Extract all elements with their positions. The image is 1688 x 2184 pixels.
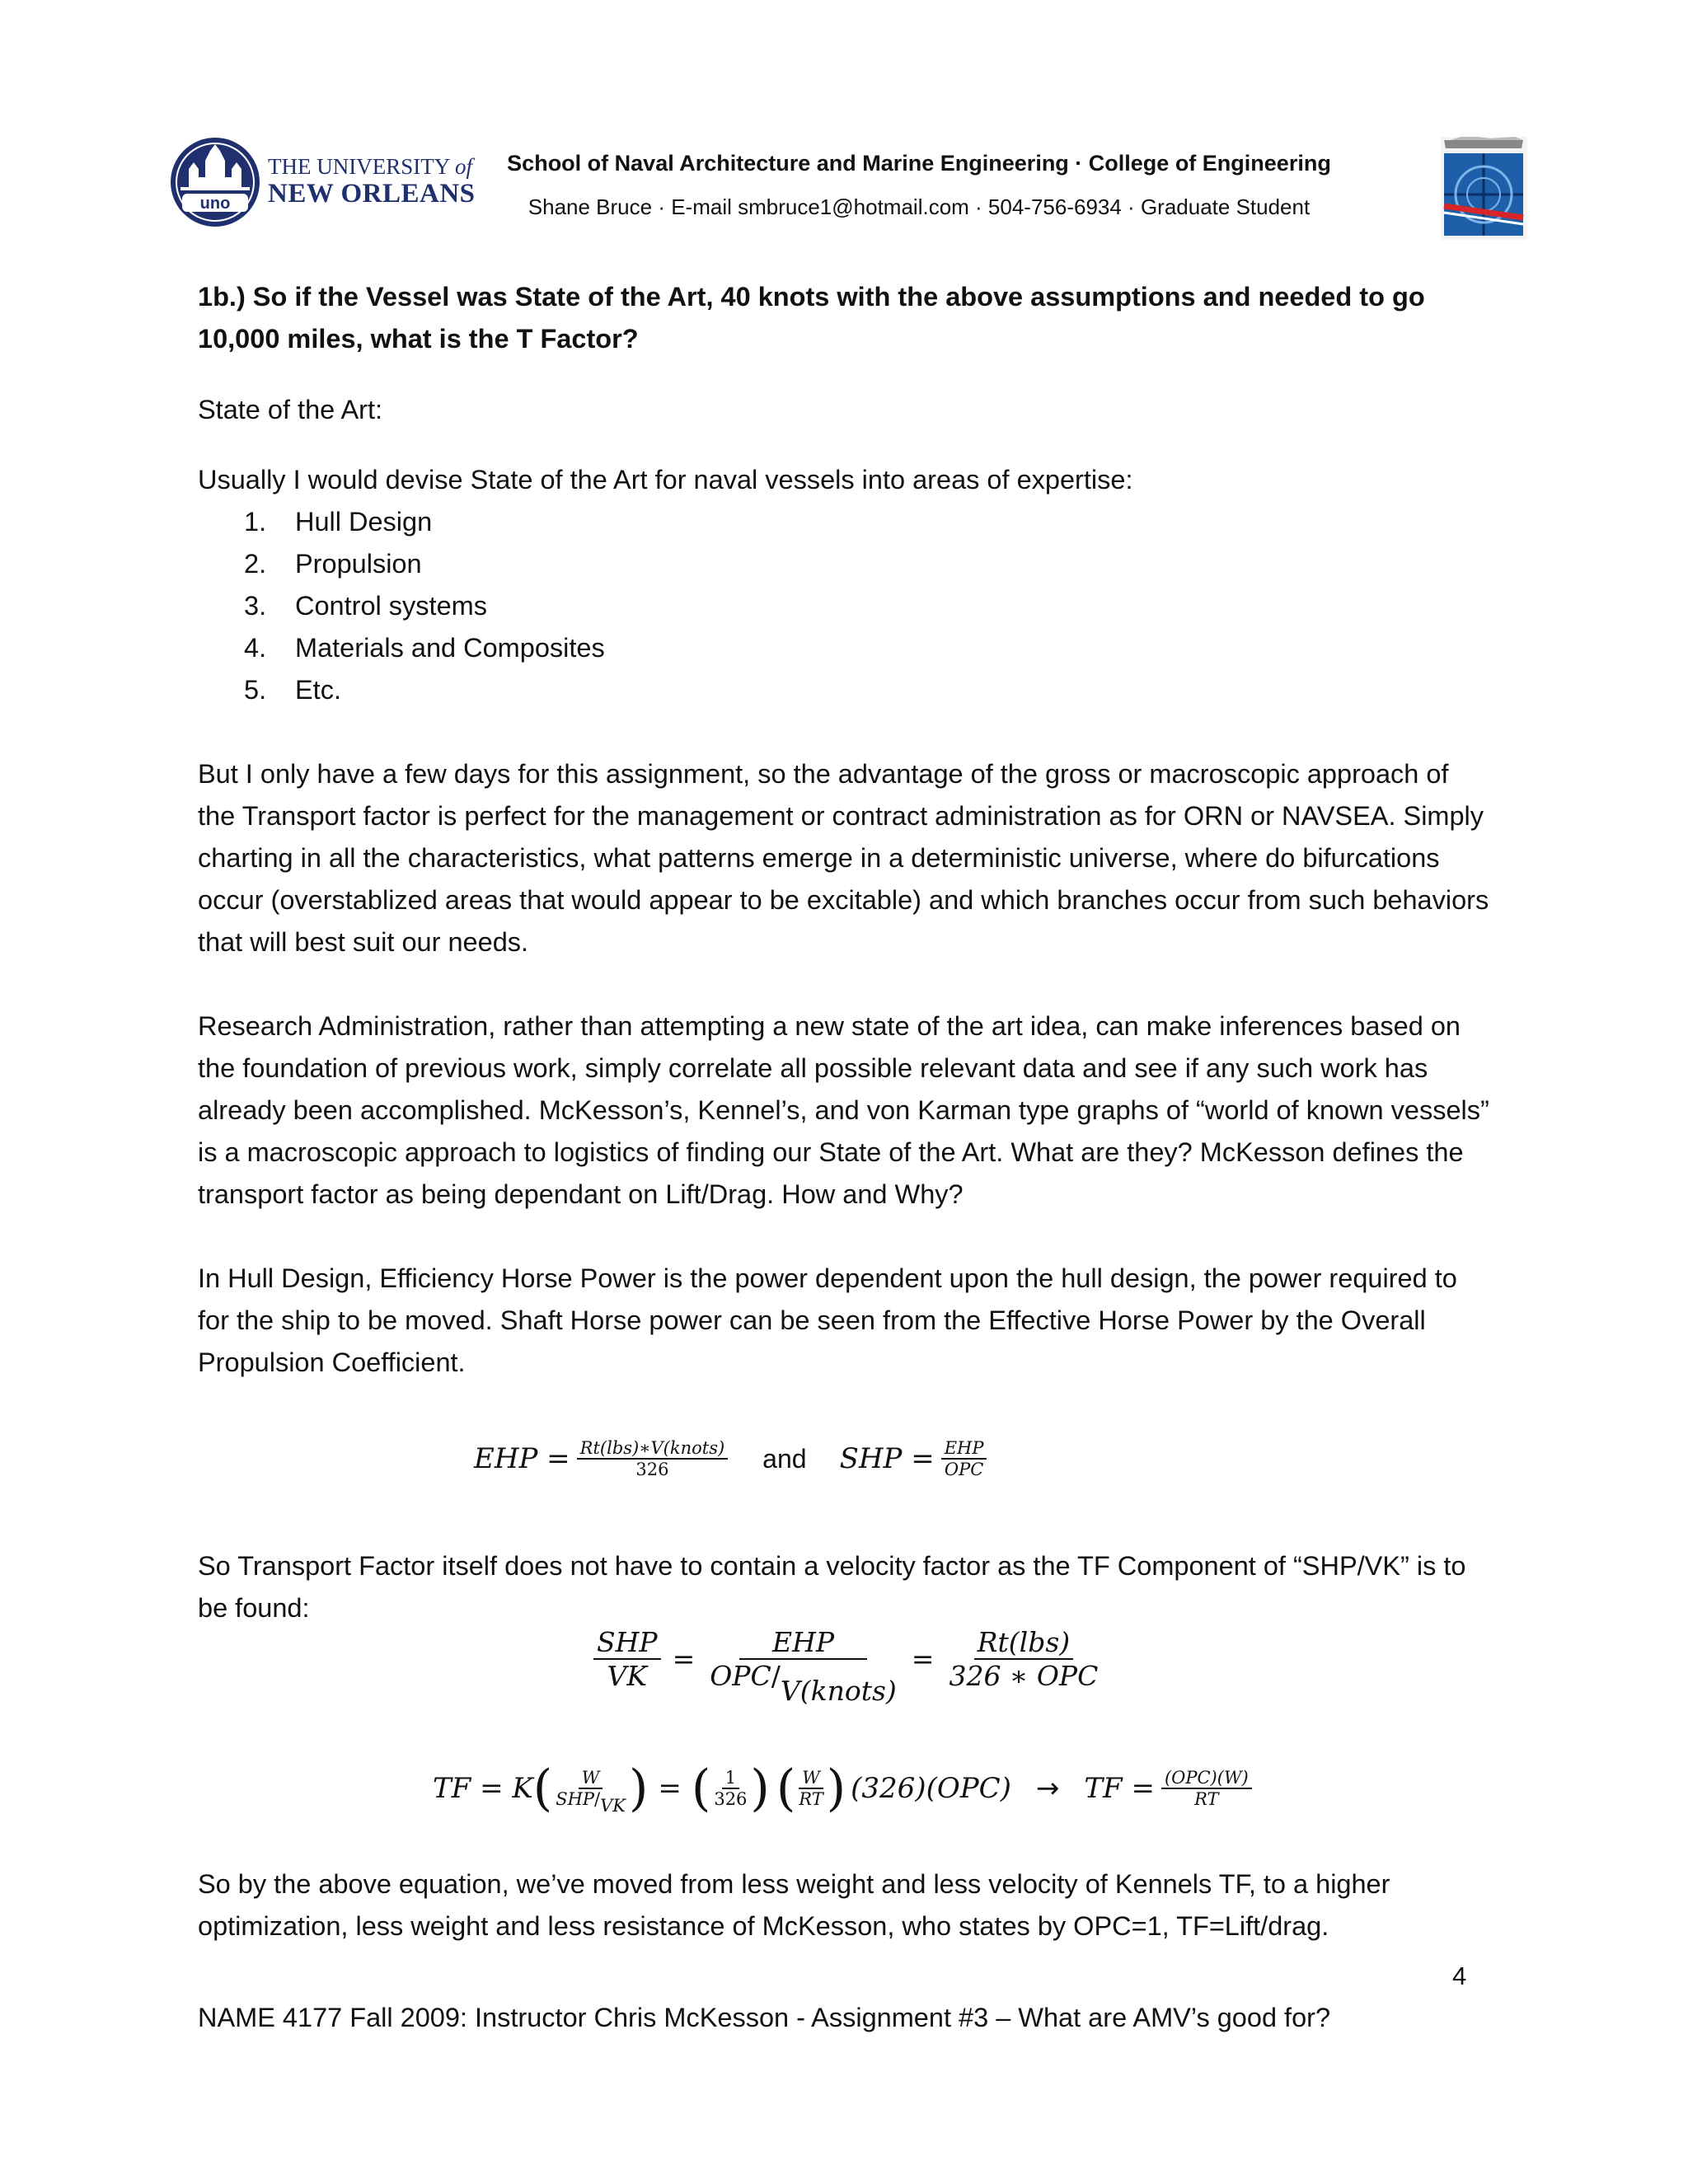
equation-shp-vk: $\frac{\text{SHP}}{VK}$ = $\frac{\text{EHP}}{\text{OPC/V(knots)}}$ = $\frac{\text{Rt(lbs)}}{\text{326 ∗ OPC}}$ (593, 1607, 1101, 1710)
equation-ehp-shp: EHP = $\frac{\text{Rt(lbs)∗V(knots)}}{326}$ and SHP = $\frac{\text{EHP}}{\text{OPC}}$ (474, 1426, 987, 1492)
equation-transport-factor: TF = K ( $\frac{W}{\text{SHP/VK}}$ ) = ( $\frac{1}{326}$ ) ( $\frac{W}{RT}$ ) (326)(OPC) → TF = $\frac{\text{(OPC)(W)}}{RT}$ (433, 1747, 1252, 1830)
right-arrow-icon: → (1035, 1772, 1060, 1805)
naval-architecture-logo-icon (1441, 137, 1527, 240)
state-of-art-label: State of the Art: (198, 395, 383, 424)
list-item: 5. Etc. (244, 675, 341, 705)
question-heading: 1b.) So if the Vessel was State of the Art, 40 knots with the above assumptions and needed to go 10,000 miles, what is the T Factor? (198, 282, 1425, 354)
header-school: School of Naval Architecture and Marine Engineering · College of Engineering (507, 151, 1331, 176)
svg-text:uno: uno (199, 194, 231, 213)
paragraph-3: In Hull Design, Efficiency Horse Power is the power dependent upon the hull design, the power required to for the ship to be moved. Shaft Horse power can be seen from the Effective Horse Power by the Overall Propulsion Coefficient. (198, 1263, 1457, 1377)
list-item: 4. Materials and Composites (244, 633, 605, 663)
list-item: 3. Control systems (244, 591, 487, 621)
paragraph-1: But I only have a few days for this assignment, so the advantage of the gross or macroscopic approach of the Transport factor is perfect for the management or contract administration as for ORN or NAVSEA. Simply charting in all the characteristics, what patterns emerge in a deterministic universe, where do bifurcations occur (overstablized areas that would appear to be excitable) and which branches occur from such behaviors that will best suit our needs. (198, 759, 1489, 957)
logo-text-line2: NEW ORLEANS (268, 179, 476, 209)
logo-text-line1: THE UNIVERSITY of (268, 154, 472, 179)
page-footer: NAME 4177 Fall 2009: Instructor Chris McKesson - Assignment #3 – What are AMV’s good for? (198, 2003, 1331, 2032)
header-contact: Shane Bruce · E-mail smbruce1@hotmail.com · 504-756-6934 · Graduate Student (528, 194, 1311, 219)
list-item: 2. Propulsion (244, 549, 422, 579)
paragraph-4: So Transport Factor itself does not have to contain a velocity factor as the TF Component of “SHP/VK” is to be found: (198, 1551, 1466, 1623)
page-number: 4 (1452, 1961, 1467, 1990)
uno-seal-icon (169, 136, 261, 228)
paragraph-2: Research Administration, rather than attempting a new state of the art idea, can make inferences based on the foundation of previous work, simply correlate all possible relevant data and see if any such work has already been accomplished. McKesson’s, Kennel’s, and von Karman type graphs of “world of known vessels” is a macroscopic approach to logistics of finding our State of the Art. What are they? McKesson defines the transport factor as being dependant on Lift/Drag. How and Why? (198, 1011, 1489, 1209)
list-item: 1. Hull Design (244, 507, 433, 537)
paragraph-5: So by the above equation, we’ve moved from less weight and less velocity of Kennels TF, to a higher optimization, less weight and less resistance of McKesson, who states by OPC=1, TF=Lift/drag. (198, 1869, 1390, 1941)
intro-text: Usually I would devise State of the Art for naval vessels into areas of expertise: (198, 465, 1133, 494)
university-logo (169, 136, 476, 231)
expertise-list (244, 501, 605, 711)
